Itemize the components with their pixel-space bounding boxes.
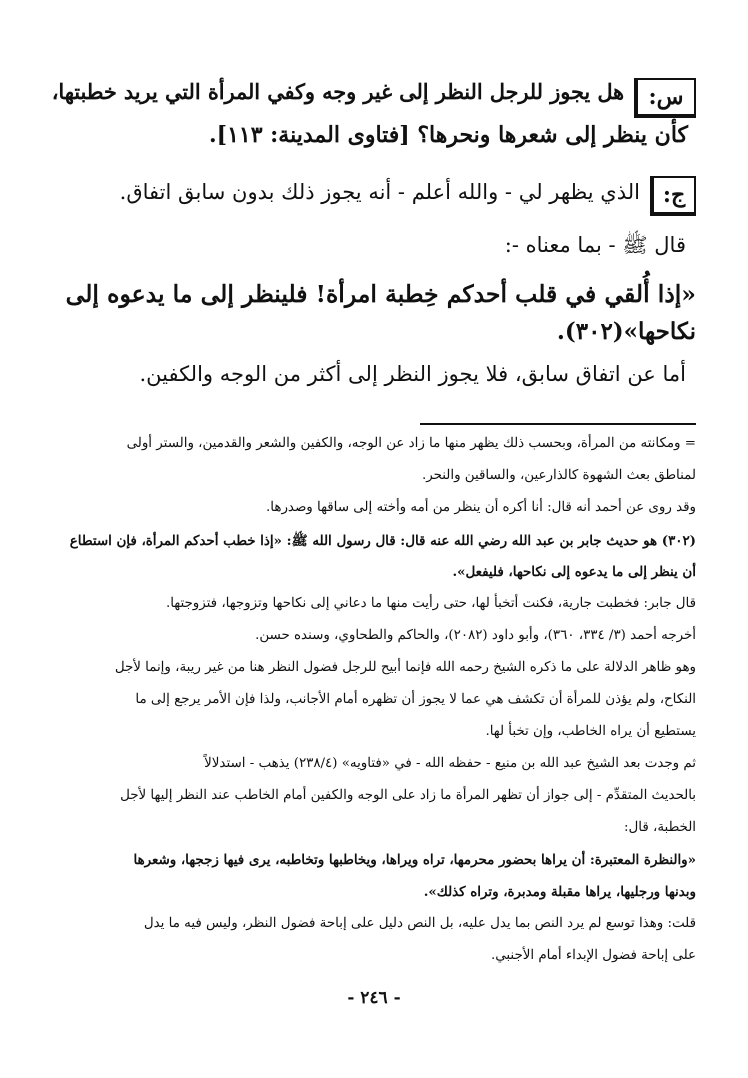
hadith-line-1: «إذا أُلقي في قلب أحدكم خِطبة امرأة! فلينظر إلى ما يدعوه إلى xyxy=(65,280,696,308)
footnote-line: النكاح، ولم يؤذن للمرأة أن تكشف هي عما لا يجوز أن تظهره أمام الأجانب، ولذا فإن الأمر يرجع إلى ما xyxy=(135,692,696,707)
footnote-line: أن ينظر إلى ما يدعوه إلى نكاحها، فليفعل». xyxy=(452,564,696,580)
footnote-line: ثم وجدت بعد الشيخ عبد الله بن منيع - حفظه الله - في «فتاويه» (٢٣٨/٤) يذهب - استدلالاً xyxy=(204,756,696,771)
footnote-line: على إباحة فضول الإبداء أمام الأجنبي. xyxy=(490,948,696,963)
footnote-line: بالحديث المتقدِّم - إلى جواز أن تظهر المرأة ما زاد على الوجه والكفين أمام الخاطب عند النظر إليها لأجل xyxy=(120,788,696,803)
footnote-line: قال جابر: فخطبت جارية، فكنت أتخبأ لها، حتى رأيت منها ما دعاني إلى نكاحها وتزوجها، فتزوجتها. xyxy=(165,596,696,611)
footnote-line: «والنظرة المعتبرة: أن يراها بحضور محرمها، تراه ويراها، ويخاطبها وتخاطبه، يرى فيها زججها، وشعرها xyxy=(133,852,696,868)
footnote-separator xyxy=(420,423,696,425)
hadith-line-2: نكاحها»(٣٠٢). xyxy=(556,318,696,345)
footnote-line: وقد روى عن أحمد أنه قال: أنا أكره أن ينظر من أمه وأخته إلى ساقها وصدرها. xyxy=(266,500,696,515)
answer-line-1: الذي يظهر لي - والله أعلم - أنه يجوز ذلك بدون سابق اتفاق. xyxy=(119,180,640,204)
footnote-line: لمناطق بعث الشهوة كالذارعين، والساقين والنحر. xyxy=(421,468,696,483)
question-label-box xyxy=(634,78,696,118)
footnote-line: قلت: وهذا توسع لم يرد النص بما يدل عليه، بل النص دليل على إباحة فضول النظر، وليس فيه ما يدل xyxy=(143,916,696,931)
footnote-line: الخطبة، قال: xyxy=(624,820,696,835)
prophet-said-line: قال ﷺ - بما معناه -: xyxy=(504,233,686,257)
question-label: س: xyxy=(648,84,684,110)
page-number: - ٢٤٦ - xyxy=(347,988,401,1008)
footnote-line: وهو ظاهر الدلالة على ما ذكره الشيخ رحمه الله فإنما أبيح للرجل فضول النظر هنا من غير ريبة، وإنما لأجل xyxy=(114,660,696,675)
answer-label: ج: xyxy=(662,182,686,208)
footnote-line: يستطيع أن يراه الخاطب، وإن تخبأ لها. xyxy=(485,724,696,739)
answer-label-box xyxy=(650,176,696,216)
footnote-line: (٣٠٢) هو حديث جابر بن عبد الله رضي الله عنه قال: قال رسول الله ﷺ: «إذا خطب أحدكم المرأة، فإن استطاع xyxy=(69,533,696,549)
footnote-line: أخرجه أحمد (٣/ ٣٣٤، ٣٦٠)، وأبو داود (٢٠٨٢)، والحاكم والطحاوي، وسنده حسن. xyxy=(255,628,696,643)
question-line-1: هل يجوز للرجل النظر إلى غير وجه وكفي المرأة التي يريد خطبتها، xyxy=(51,80,624,104)
question-line-2: كأن ينظر إلى شعرها ونحرها؟ [فتاوى المدينة: ١١٣]. xyxy=(208,122,688,148)
answer-closing-line: أما عن اتفاق سابق، فلا يجوز النظر إلى أكثر من الوجه والكفين. xyxy=(139,362,686,386)
footnote-line: وبدنها ورجليها، يراها مقبلة ومدبرة، وتراه كذلك». xyxy=(423,884,696,900)
footnote-line: = ومكانته من المرأة، وبحسب ذلك يظهر منها ما زاد عن الوجه، والكفين والشعر والقدمين، والستر أولى xyxy=(126,436,696,451)
